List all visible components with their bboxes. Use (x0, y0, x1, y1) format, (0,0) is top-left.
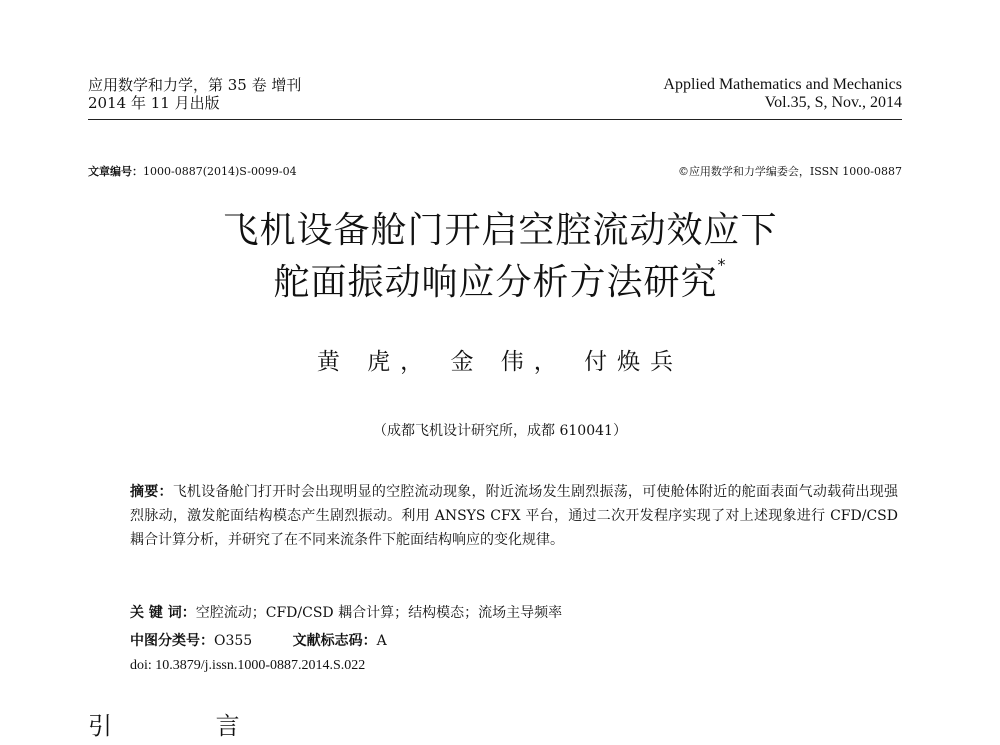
journal-header-right (663, 76, 902, 112)
keywords (130, 602, 562, 622)
title-line-1: 飞机设备舱门开启空腔流动效应下 (222, 210, 778, 251)
title-line-2 (0, 257, 1000, 309)
title-line-2-text: 舵面振动响应分析方法研究 (273, 262, 718, 303)
clc-value: O355 (214, 633, 253, 649)
article-number-value: 1000-0887(2014)S-0099-04 (143, 165, 297, 178)
title-footnote-mark: * (717, 255, 727, 274)
doi: doi: 10.3879/j.issn.1000-0887.2014.S.022 (130, 658, 366, 673)
section-heading-introduction: 引 言 (88, 712, 288, 740)
journal-header-left (88, 76, 301, 112)
keywords-label: 关 键 词： (130, 605, 196, 621)
affiliation: （成都飞机设计研究所，成都 610041） (373, 423, 627, 439)
doc-code-label: 文献标志码： (292, 633, 377, 649)
journal-volume-english: Vol.35, S, Nov., 2014 (764, 94, 902, 111)
journal-name-volume: 应用数学和力学，第 35 卷 增刊 (88, 76, 302, 94)
article-number-label: 文章编号： (88, 165, 143, 178)
doc-code-value: A (376, 633, 387, 649)
abstract-text: 飞机设备舱门打开时会出现明显的空腔流动现象，附近流场发生剧烈振荡，可使舱体附近的舵面表面气动载荷出现强烈脉动，激发舵面结构模态产生剧烈振动。利用 ANSYS CFX 平台，通过二次开发程序实现了对上述现象进行 CFD/CSD 耦合计算分析，并研究了在不同来流条件下舵面结构响应的变化规律。 (130, 484, 899, 548)
abstract (130, 480, 898, 552)
keywords-items: 空腔流动；CFD/CSD 耦合计算；结构模态；流场主导频率 (195, 605, 563, 621)
abstract-label: 摘要： (130, 484, 173, 500)
copyright-issn: ©应用数学和力学编委会，ISSN 1000-0887 (677, 165, 902, 178)
clc-label: 中图分类号： (130, 633, 214, 649)
journal-date: 2014 年 11 月出版 (88, 94, 220, 112)
header-rule (88, 119, 902, 120)
article-number (88, 163, 297, 179)
journal-name-english: Applied Mathematics and Mechanics (663, 76, 902, 93)
paper-title (0, 205, 1000, 309)
classification (130, 630, 387, 650)
authors: 黄 虎， 金 伟， 付焕兵 (316, 349, 684, 375)
